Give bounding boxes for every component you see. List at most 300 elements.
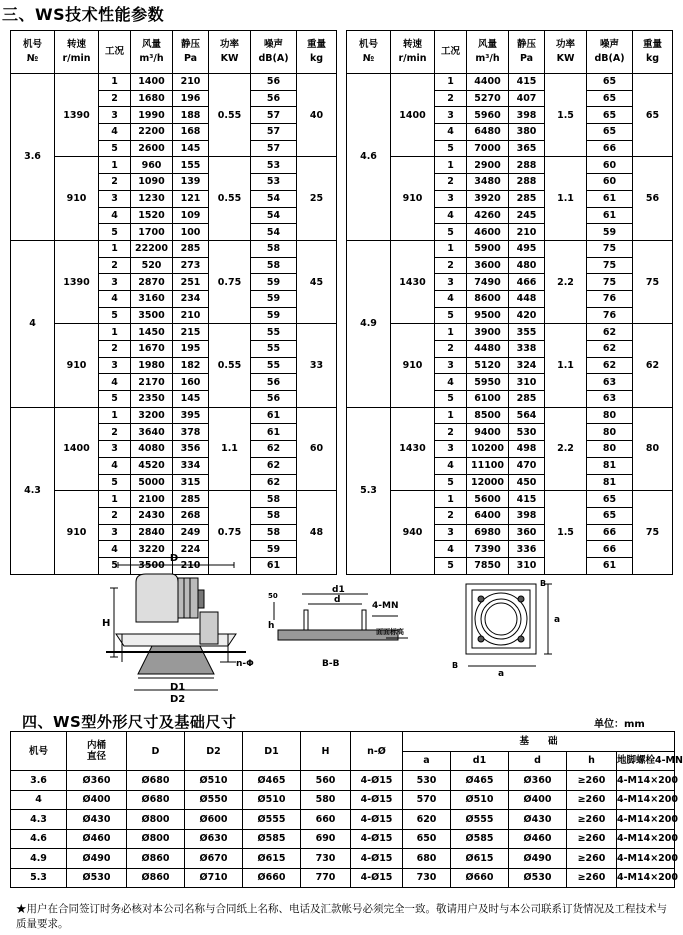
perf-noise-cell: 65 bbox=[587, 507, 633, 524]
perf-op-cell: 5 bbox=[99, 557, 131, 574]
perf-op-cell: 4 bbox=[99, 290, 131, 307]
perf-noise-cell: 62 bbox=[587, 357, 633, 374]
dims-cell: Ø550 bbox=[185, 790, 243, 810]
dims-cell: Ø510 bbox=[185, 771, 243, 791]
perf-pressure-cell: 100 bbox=[173, 224, 209, 241]
perf-noise-cell: 59 bbox=[251, 274, 297, 291]
perf-weight-cell: 65 bbox=[633, 74, 673, 157]
perf-pressure-cell: 285 bbox=[173, 491, 209, 508]
perf-flow-cell: 3920 bbox=[467, 190, 509, 207]
perf-model-cell: 4.9 bbox=[347, 240, 391, 407]
dims-cell: 4-M14×200 bbox=[617, 829, 675, 849]
perf-pressure-cell: 495 bbox=[509, 240, 545, 257]
dims-cell: 4-M14×200 bbox=[617, 771, 675, 791]
dims-cell: 4-Ø15 bbox=[351, 849, 403, 869]
perf-op-cell: 2 bbox=[99, 90, 131, 107]
perf-op-cell: 3 bbox=[435, 190, 467, 207]
perf-flow-cell: 2430 bbox=[131, 507, 173, 524]
perf-op-cell: 5 bbox=[99, 307, 131, 324]
dims-cell: Ø710 bbox=[185, 868, 243, 888]
perf-pressure-cell: 160 bbox=[173, 374, 209, 391]
perf-pressure-cell: 285 bbox=[509, 190, 545, 207]
table-row bbox=[11, 491, 337, 508]
dims-cell: Ø360 bbox=[509, 771, 567, 791]
dims-header-H: H bbox=[301, 732, 351, 771]
perf-pressure-cell: 139 bbox=[173, 174, 209, 191]
table-row bbox=[347, 407, 673, 424]
perf-noise-cell: 75 bbox=[587, 257, 633, 274]
perf-op-cell: 4 bbox=[99, 124, 131, 141]
perf-flow-cell: 1450 bbox=[131, 324, 173, 341]
perf-noise-cell: 65 bbox=[587, 74, 633, 91]
perf-noise-cell: 80 bbox=[587, 407, 633, 424]
ground-level-label: 面面标高 bbox=[376, 628, 404, 636]
perf-pressure-cell: 398 bbox=[509, 107, 545, 124]
section-title-performance: 三、WS技术性能参数 bbox=[2, 5, 165, 24]
perf-noise-cell: 53 bbox=[251, 174, 297, 191]
table-row bbox=[11, 407, 337, 424]
perf-op-cell: 4 bbox=[99, 457, 131, 474]
perf-flow-cell: 5900 bbox=[467, 240, 509, 257]
perf-noise-cell: 63 bbox=[587, 391, 633, 408]
dims-cell: Ø530 bbox=[67, 868, 127, 888]
perf-flow-cell: 7850 bbox=[467, 557, 509, 574]
perf-flow-cell: 2170 bbox=[131, 374, 173, 391]
perf-pressure-cell: 420 bbox=[509, 307, 545, 324]
perf-op-cell: 2 bbox=[435, 507, 467, 524]
perf-pressure-cell: 109 bbox=[173, 207, 209, 224]
perf-speed-cell: 910 bbox=[391, 157, 435, 240]
dims-cell: 570 bbox=[403, 790, 451, 810]
perf-noise-cell: 62 bbox=[587, 341, 633, 358]
perf-op-cell: 2 bbox=[99, 174, 131, 191]
perf-flow-cell: 2600 bbox=[131, 140, 173, 157]
perf-power-cell: 0.75 bbox=[209, 491, 251, 574]
dims-cell: Ø460 bbox=[509, 829, 567, 849]
perf-flow-cell: 7000 bbox=[467, 140, 509, 157]
perf-flow-cell: 4400 bbox=[467, 74, 509, 91]
dims-header-base: 基 础 bbox=[403, 732, 675, 752]
perf-flow-cell: 2100 bbox=[131, 491, 173, 508]
perf-op-cell: 4 bbox=[435, 457, 467, 474]
perf-noise-cell: 59 bbox=[251, 290, 297, 307]
dims-cell: Ø670 bbox=[185, 849, 243, 869]
footer-note: ★用户在合同签订时务必核对本公司名称与合同纸上名称、电话及汇款帐号必须完全一致。敬请用户及时与本公司联系订货情况及工程技术与质量要求。 bbox=[16, 903, 667, 930]
perf-op-cell: 4 bbox=[99, 374, 131, 391]
perf-model-cell: 4 bbox=[11, 240, 55, 407]
dims-cell: Ø430 bbox=[67, 810, 127, 830]
perf-pressure-cell: 480 bbox=[509, 257, 545, 274]
section-title-dimensions: 四、WS型外形尺寸及基础尺寸 bbox=[22, 713, 237, 731]
perf-pressure-cell: 324 bbox=[509, 357, 545, 374]
perf-pressure-cell: 268 bbox=[173, 507, 209, 524]
perf-op-cell: 4 bbox=[99, 207, 131, 224]
perf-power-cell: 2.2 bbox=[545, 407, 587, 490]
perf-op-cell: 3 bbox=[435, 107, 467, 124]
perf-noise-cell: 58 bbox=[251, 507, 297, 524]
perf-noise-cell: 56 bbox=[251, 90, 297, 107]
dim-h-label: h bbox=[268, 621, 275, 631]
perf-op-cell: 5 bbox=[435, 307, 467, 324]
dims-header-d1: d1 bbox=[451, 751, 509, 771]
perf-noise-cell: 61 bbox=[251, 557, 297, 574]
perf-pressure-cell: 466 bbox=[509, 274, 545, 291]
perf-noise-cell: 75 bbox=[587, 240, 633, 257]
perf-noise-cell: 58 bbox=[251, 491, 297, 508]
perf-header-op: 工况 bbox=[99, 31, 131, 74]
perf-pressure-cell: 530 bbox=[509, 424, 545, 441]
perf-speed-cell: 1390 bbox=[55, 74, 99, 157]
perf-op-cell: 5 bbox=[435, 140, 467, 157]
perf-flow-cell: 3640 bbox=[131, 424, 173, 441]
perf-pressure-cell: 498 bbox=[509, 441, 545, 458]
foundation-plan-drawing bbox=[448, 574, 568, 680]
perf-flow-cell: 4600 bbox=[467, 224, 509, 241]
perf-pressure-cell: 251 bbox=[173, 274, 209, 291]
perf-flow-cell: 7490 bbox=[467, 274, 509, 291]
perf-flow-cell: 4260 bbox=[467, 207, 509, 224]
perf-weight-cell: 25 bbox=[297, 157, 337, 240]
perf-op-cell: 5 bbox=[435, 557, 467, 574]
performance-table-left bbox=[10, 30, 337, 575]
dims-cell: 660 bbox=[301, 810, 351, 830]
perf-op-cell: 3 bbox=[435, 441, 467, 458]
perf-noise-cell: 62 bbox=[251, 474, 297, 491]
perf-noise-cell: 61 bbox=[251, 424, 297, 441]
perf-weight-cell: 45 bbox=[297, 240, 337, 323]
dims-header-D2: D2 bbox=[185, 732, 243, 771]
dims-cell: Ø360 bbox=[67, 771, 127, 791]
table-row bbox=[11, 74, 337, 91]
perf-noise-cell: 54 bbox=[251, 207, 297, 224]
dims-cell: 4.6 bbox=[11, 829, 67, 849]
perf-speed-cell: 910 bbox=[55, 491, 99, 574]
dims-cell: Ø680 bbox=[127, 771, 185, 791]
perf-flow-cell: 6400 bbox=[467, 507, 509, 524]
perf-noise-cell: 60 bbox=[587, 174, 633, 191]
perf-op-cell: 2 bbox=[435, 174, 467, 191]
perf-header-speed: 转速 r/min bbox=[391, 31, 435, 74]
perf-pressure-cell: 273 bbox=[173, 257, 209, 274]
dims-cell: Ø585 bbox=[243, 829, 301, 849]
perf-speed-cell: 910 bbox=[391, 324, 435, 407]
perf-noise-cell: 55 bbox=[251, 324, 297, 341]
table-row bbox=[347, 74, 673, 91]
dims-cell: 620 bbox=[403, 810, 451, 830]
dims-cell: 4-M14×200 bbox=[617, 810, 675, 830]
perf-pressure-cell: 564 bbox=[509, 407, 545, 424]
perf-pressure-cell: 336 bbox=[509, 541, 545, 558]
perf-op-cell: 4 bbox=[435, 290, 467, 307]
perf-speed-cell: 1400 bbox=[55, 407, 99, 490]
perf-op-cell: 3 bbox=[435, 274, 467, 291]
dim-a-bottom-label: a bbox=[498, 669, 505, 679]
table-row bbox=[11, 324, 337, 341]
dims-cell: 730 bbox=[301, 849, 351, 869]
perf-flow-cell: 2900 bbox=[467, 157, 509, 174]
perf-noise-cell: 53 bbox=[251, 157, 297, 174]
dims-cell: Ø490 bbox=[509, 849, 567, 869]
dims-cell: ≥260 bbox=[567, 868, 617, 888]
perf-pressure-cell: 145 bbox=[173, 391, 209, 408]
dims-cell: ≥260 bbox=[567, 849, 617, 869]
perf-op-cell: 2 bbox=[99, 507, 131, 524]
perf-flow-cell: 520 bbox=[131, 257, 173, 274]
dims-cell: 4-M14×200 bbox=[617, 790, 675, 810]
dims-cell: Ø660 bbox=[243, 868, 301, 888]
performance-table-right bbox=[346, 30, 673, 575]
perf-pressure-cell: 288 bbox=[509, 157, 545, 174]
perf-speed-cell: 1390 bbox=[55, 240, 99, 323]
dims-cell: 4-Ø15 bbox=[351, 790, 403, 810]
perf-noise-cell: 56 bbox=[251, 74, 297, 91]
perf-flow-cell: 2840 bbox=[131, 524, 173, 541]
dims-cell: ≥260 bbox=[567, 810, 617, 830]
perf-pressure-cell: 210 bbox=[173, 557, 209, 574]
perf-flow-cell: 3160 bbox=[131, 290, 173, 307]
table-row bbox=[11, 829, 675, 849]
perf-power-cell: 0.55 bbox=[209, 74, 251, 157]
perf-noise-cell: 62 bbox=[251, 441, 297, 458]
section-bb-label: B-B bbox=[322, 659, 340, 669]
perf-flow-cell: 3600 bbox=[467, 257, 509, 274]
dims-cell: Ø630 bbox=[185, 829, 243, 849]
dims-cell: 4-M14×200 bbox=[617, 868, 675, 888]
perf-power-cell: 2.2 bbox=[545, 240, 587, 323]
perf-noise-cell: 59 bbox=[587, 224, 633, 241]
perf-speed-cell: 940 bbox=[391, 491, 435, 574]
perf-noise-cell: 75 bbox=[587, 274, 633, 291]
perf-pressure-cell: 450 bbox=[509, 474, 545, 491]
perf-op-cell: 3 bbox=[99, 441, 131, 458]
perf-flow-cell: 8600 bbox=[467, 290, 509, 307]
perf-weight-cell: 56 bbox=[633, 157, 673, 240]
perf-op-cell: 1 bbox=[435, 74, 467, 91]
perf-op-cell: 5 bbox=[99, 391, 131, 408]
perf-header-pressure: 静压 Pa bbox=[509, 31, 545, 74]
perf-header-pressure: 静压 Pa bbox=[173, 31, 209, 74]
dims-header-inner: 内桶 直径 bbox=[67, 732, 127, 771]
perf-pressure-cell: 210 bbox=[173, 307, 209, 324]
perf-noise-cell: 59 bbox=[251, 541, 297, 558]
perf-flow-cell: 3200 bbox=[131, 407, 173, 424]
dims-cell: Ø465 bbox=[451, 771, 509, 791]
dims-cell: Ø800 bbox=[127, 810, 185, 830]
dims-cell: 770 bbox=[301, 868, 351, 888]
perf-pressure-cell: 145 bbox=[173, 140, 209, 157]
perf-flow-cell: 1990 bbox=[131, 107, 173, 124]
perf-noise-cell: 57 bbox=[251, 124, 297, 141]
perf-flow-cell: 11100 bbox=[467, 457, 509, 474]
dims-cell: Ø555 bbox=[451, 810, 509, 830]
perf-flow-cell: 3480 bbox=[467, 174, 509, 191]
perf-pressure-cell: 210 bbox=[509, 224, 545, 241]
dims-cell: 4-Ø15 bbox=[351, 829, 403, 849]
perf-pressure-cell: 215 bbox=[173, 324, 209, 341]
perf-flow-cell: 2200 bbox=[131, 124, 173, 141]
perf-noise-cell: 76 bbox=[587, 290, 633, 307]
perf-noise-cell: 56 bbox=[251, 374, 297, 391]
dims-cell: Ø555 bbox=[243, 810, 301, 830]
perf-flow-cell: 4080 bbox=[131, 441, 173, 458]
perf-flow-cell: 7390 bbox=[467, 541, 509, 558]
perf-op-cell: 5 bbox=[435, 224, 467, 241]
perf-pressure-cell: 365 bbox=[509, 140, 545, 157]
dims-cell: Ø400 bbox=[509, 790, 567, 810]
perf-pressure-cell: 470 bbox=[509, 457, 545, 474]
perf-pressure-cell: 224 bbox=[173, 541, 209, 558]
perf-speed-cell: 1430 bbox=[391, 407, 435, 490]
perf-op-cell: 1 bbox=[99, 324, 131, 341]
perf-pressure-cell: 448 bbox=[509, 290, 545, 307]
perf-speed-cell: 910 bbox=[55, 324, 99, 407]
dims-cell: Ø510 bbox=[243, 790, 301, 810]
dims-cell: Ø430 bbox=[509, 810, 567, 830]
perf-noise-cell: 55 bbox=[251, 357, 297, 374]
dims-cell: 4 bbox=[11, 790, 67, 810]
perf-pressure-cell: 245 bbox=[509, 207, 545, 224]
perf-noise-cell: 58 bbox=[251, 257, 297, 274]
dims-cell: 4-M14×200 bbox=[617, 849, 675, 869]
perf-header-model: 机号 № bbox=[11, 31, 55, 74]
perf-pressure-cell: 360 bbox=[509, 524, 545, 541]
perf-weight-cell: 80 bbox=[633, 407, 673, 490]
perf-flow-cell: 5270 bbox=[467, 90, 509, 107]
perf-noise-cell: 65 bbox=[587, 491, 633, 508]
perf-pressure-cell: 334 bbox=[173, 457, 209, 474]
perf-pressure-cell: 310 bbox=[509, 374, 545, 391]
perf-flow-cell: 1980 bbox=[131, 357, 173, 374]
perf-flow-cell: 5950 bbox=[467, 374, 509, 391]
perf-pressure-cell: 234 bbox=[173, 290, 209, 307]
dim-H-label: H bbox=[102, 618, 111, 629]
perf-pressure-cell: 195 bbox=[173, 341, 209, 358]
perf-pressure-cell: 407 bbox=[509, 90, 545, 107]
perf-pressure-cell: 378 bbox=[173, 424, 209, 441]
perf-pressure-cell: 415 bbox=[509, 74, 545, 91]
perf-model-cell: 3.6 bbox=[11, 74, 55, 241]
perf-pressure-cell: 415 bbox=[509, 491, 545, 508]
table-row bbox=[11, 771, 675, 791]
perf-flow-cell: 2350 bbox=[131, 391, 173, 408]
dims-cell: 4-Ø15 bbox=[351, 810, 403, 830]
dims-header-D: D bbox=[127, 732, 185, 771]
perf-noise-cell: 58 bbox=[251, 240, 297, 257]
perf-noise-cell: 81 bbox=[587, 474, 633, 491]
table-row bbox=[347, 240, 673, 257]
perf-noise-cell: 62 bbox=[587, 324, 633, 341]
perf-flow-cell: 4520 bbox=[131, 457, 173, 474]
perf-pressure-cell: 380 bbox=[509, 124, 545, 141]
perf-op-cell: 4 bbox=[435, 541, 467, 558]
perf-op-cell: 5 bbox=[99, 140, 131, 157]
perf-flow-cell: 1090 bbox=[131, 174, 173, 191]
perf-op-cell: 1 bbox=[99, 157, 131, 174]
dims-cell: Ø460 bbox=[67, 829, 127, 849]
perf-flow-cell: 5960 bbox=[467, 107, 509, 124]
perf-pressure-cell: 395 bbox=[173, 407, 209, 424]
perf-op-cell: 3 bbox=[435, 357, 467, 374]
section-b-bottom-label: B bbox=[452, 661, 459, 670]
table-row bbox=[11, 810, 675, 830]
dims-header-a: a bbox=[403, 751, 451, 771]
perf-pressure-cell: 315 bbox=[173, 474, 209, 491]
perf-noise-cell: 76 bbox=[587, 307, 633, 324]
perf-flow-cell: 5600 bbox=[467, 491, 509, 508]
perf-noise-cell: 66 bbox=[587, 541, 633, 558]
perf-noise-cell: 54 bbox=[251, 224, 297, 241]
perf-pressure-cell: 285 bbox=[173, 240, 209, 257]
perf-op-cell: 1 bbox=[99, 491, 131, 508]
perf-noise-cell: 62 bbox=[251, 457, 297, 474]
perf-op-cell: 2 bbox=[99, 257, 131, 274]
dims-cell: 730 bbox=[403, 868, 451, 888]
dims-cell: Ø465 bbox=[243, 771, 301, 791]
perf-noise-cell: 80 bbox=[587, 441, 633, 458]
fan-elevation-drawing bbox=[96, 552, 256, 712]
dims-cell: 560 bbox=[301, 771, 351, 791]
perf-op-cell: 5 bbox=[99, 474, 131, 491]
perf-op-cell: 1 bbox=[99, 74, 131, 91]
perf-op-cell: 1 bbox=[99, 407, 131, 424]
perf-op-cell: 2 bbox=[99, 341, 131, 358]
perf-noise-cell: 81 bbox=[587, 457, 633, 474]
perf-op-cell: 3 bbox=[435, 524, 467, 541]
dim-n-phi-label: n-Φ bbox=[236, 659, 254, 669]
perf-model-cell: 5.3 bbox=[347, 407, 391, 574]
perf-flow-cell: 3500 bbox=[131, 307, 173, 324]
dims-cell: ≥260 bbox=[567, 771, 617, 791]
dim-d1-label: d1 bbox=[332, 585, 345, 595]
dims-cell: Ø400 bbox=[67, 790, 127, 810]
perf-noise-cell: 65 bbox=[587, 107, 633, 124]
dim-50-label: 50 bbox=[268, 592, 278, 600]
perf-noise-cell: 65 bbox=[587, 124, 633, 141]
perf-pressure-cell: 155 bbox=[173, 157, 209, 174]
perf-op-cell: 2 bbox=[435, 341, 467, 358]
dims-header-h: h bbox=[567, 751, 617, 771]
dims-header-model: 机号 bbox=[11, 732, 67, 771]
foundation-section-drawing bbox=[268, 580, 418, 670]
perf-op-cell: 2 bbox=[435, 90, 467, 107]
perf-flow-cell: 5120 bbox=[467, 357, 509, 374]
perf-flow-cell: 3900 bbox=[467, 324, 509, 341]
perf-pressure-cell: 285 bbox=[509, 391, 545, 408]
perf-flow-cell: 6100 bbox=[467, 391, 509, 408]
perf-flow-cell: 6480 bbox=[467, 124, 509, 141]
perf-noise-cell: 54 bbox=[251, 190, 297, 207]
dim-D2-label: D2 bbox=[170, 694, 186, 705]
perf-pressure-cell: 355 bbox=[509, 324, 545, 341]
dims-header-bolt: 地脚螺栓4-MN bbox=[617, 751, 675, 771]
perf-power-cell: 1.5 bbox=[545, 491, 587, 574]
perf-power-cell: 1.1 bbox=[545, 324, 587, 407]
dims-cell: Ø860 bbox=[127, 868, 185, 888]
perf-flow-cell: 1670 bbox=[131, 341, 173, 358]
perf-pressure-cell: 196 bbox=[173, 90, 209, 107]
perf-pressure-cell: 210 bbox=[173, 74, 209, 91]
perf-noise-cell: 57 bbox=[251, 140, 297, 157]
dims-cell: Ø615 bbox=[451, 849, 509, 869]
dims-cell: Ø615 bbox=[243, 849, 301, 869]
perf-flow-cell: 3500 bbox=[131, 557, 173, 574]
perf-noise-cell: 80 bbox=[587, 424, 633, 441]
dims-cell: Ø585 bbox=[451, 829, 509, 849]
perf-header-power: 功率 KW bbox=[209, 31, 251, 74]
perf-op-cell: 4 bbox=[99, 541, 131, 558]
perf-flow-cell: 1680 bbox=[131, 90, 173, 107]
dims-cell: ≥260 bbox=[567, 790, 617, 810]
